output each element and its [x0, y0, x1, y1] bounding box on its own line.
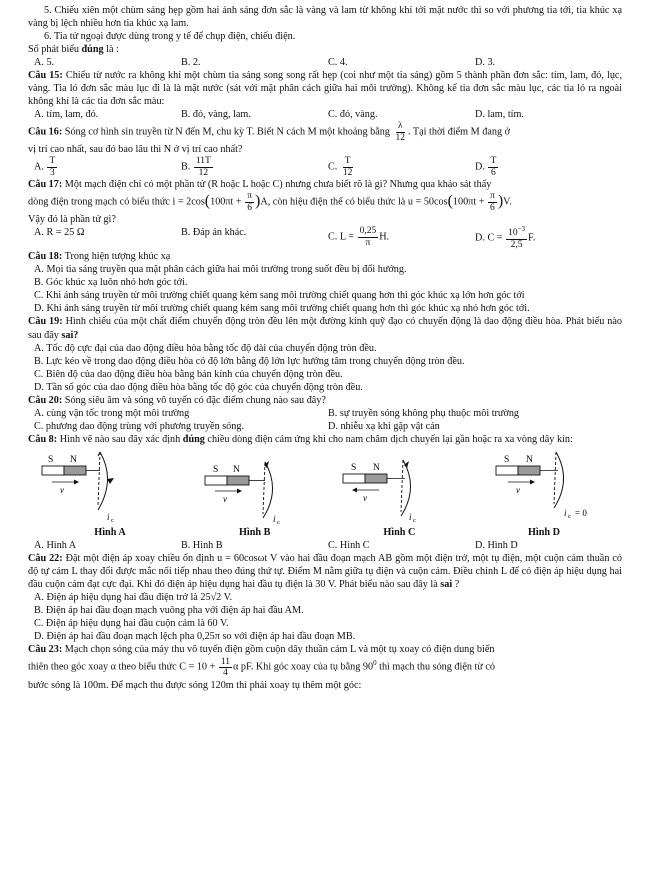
svg-text:c: c	[413, 516, 417, 524]
option-d[interactable]: D. 3.	[475, 57, 496, 69]
lambda-over-12: $\frac{\lambda}{12}$	[395, 121, 406, 143]
figure-d-label: Hình D	[527, 526, 560, 538]
question-16: Câu 16: Sóng cơ hình sin truyền từ N đến M, chu kỳ T. Biết N cách M một khoảng bằng $\frac{\lambda}{12}$ . Tại thời điểm M đang ở	[28, 121, 510, 143]
q20-options-row1	[28, 407, 622, 420]
magnet-s-pole	[205, 476, 227, 485]
option-b[interactable]: B. Hình B	[181, 539, 223, 551]
svg-text:c: c	[567, 512, 571, 520]
svg-text:c: c	[111, 516, 114, 524]
svg-text:v: v	[363, 492, 368, 503]
option-a[interactable]: A. Mọi tia sáng truyền qua mặt phân cách giữa hai môi trường trong suốt đều bị đổi hướng.	[34, 264, 407, 276]
question-17: Câu 17: Một mạch điện chỉ có một phần tử (R hoặc L hoặc C) nhưng chưa biết rõ là gì? Nhưng qua khảo sát thấy	[28, 179, 492, 191]
option-a[interactable]: A. tím, lam, đỏ.	[34, 109, 99, 121]
magnet-n-pole	[64, 466, 86, 475]
option-c[interactable]: C. $\frac{T}{12}$	[328, 156, 353, 178]
magnet-s-pole	[343, 474, 365, 483]
q20-options-row2	[28, 420, 622, 433]
option-b[interactable]: B. $\frac{11T}{12}$	[181, 156, 211, 178]
magnet-n-pole	[365, 474, 387, 483]
svg-text:v: v	[222, 493, 227, 504]
option-b[interactable]: B. sự truyền sóng không phụ thuộc môi trường	[328, 407, 520, 419]
option-c[interactable]: C. Hình C	[328, 539, 370, 551]
intro-options	[28, 56, 622, 69]
svg-text:N: N	[232, 464, 240, 475]
option-b[interactable]: B. 2.	[181, 57, 201, 69]
svg-text:c: c	[276, 518, 280, 526]
q8-options	[28, 539, 622, 552]
question-17-expr: dòng điện trong mạch có biểu thức i = 2cos(100πt + $\frac{\pi}{6}$ )A, còn hiệu điện thế có biểu thức là u = 50cos(100πt + $\frac{\pi}{6}$ )V.	[28, 191, 512, 213]
statement-5: 5. Chiếu xiên một chùm sáng hẹp gồm hai ánh sáng đơn sắc là vàng và lam từ không khí tới mặt nước thì so với phương tia tới, tia khúc xạ vàng bị lệch nhiều hơn tia khúc xạ lam.	[28, 5, 622, 30]
option-a[interactable]: A. cùng vận tốc trong một môi trường	[34, 407, 190, 419]
svg-text:N: N	[70, 454, 77, 465]
question-18: Câu 18: Trong hiện tượng khúc xạ	[28, 251, 171, 263]
question-23-end: bước sóng là 100m. Để mạch thu được sóng 120m thì phải xoay tụ thêm một góc:	[28, 680, 362, 692]
figure-d	[474, 448, 614, 539]
option-b[interactable]: B. đỏ, vàng, lam.	[181, 109, 251, 121]
option-a[interactable]: A. Hình A	[34, 539, 77, 551]
svg-text:N: N	[525, 454, 533, 465]
question-20: Câu 20: Sóng siêu âm và sóng vô tuyến có đặc điểm chung nào sau đây?	[28, 394, 326, 406]
magnet-s-pole	[42, 466, 64, 475]
option-c[interactable]: C. 4.	[328, 57, 348, 69]
question-17-ask: Vậy đó là phần tử gì?	[28, 214, 116, 226]
q15-options	[28, 108, 622, 121]
option-d[interactable]: D. Điện áp hai đầu đoạn mạch lệch pha 0,25π so với điện áp hai đầu đoạn MB.	[34, 631, 356, 643]
figure-b	[185, 448, 325, 539]
option-d[interactable]: D. nhiễu xạ khi gặp vật cản	[328, 420, 440, 432]
figure-a	[40, 448, 180, 539]
magnet-coil-diagram-c	[329, 448, 469, 526]
option-b[interactable]: B. Đáp án khác.	[181, 227, 247, 239]
option-d[interactable]: D. Hình D	[475, 539, 518, 551]
option-d[interactable]: D. C = $\frac{10^{-3}}{2,5}$ F.	[475, 225, 536, 250]
question-16-cont: vị trí cao nhất, sau đó bao lâu thì N ở vị trí cao nhất?	[28, 144, 243, 156]
svg-text:i: i	[107, 511, 110, 522]
coil-back	[401, 460, 403, 512]
current-arrow	[107, 478, 114, 484]
question-15: Câu 15: Chiếu từ nước ra không khí một chùm tia sáng song song rất hẹp (coi như một tia sáng) gồm 5 thành phần đơn sắc: tím, lam, đỏ, lục, vàng. Tia ló đơn sắc màu lục đi là là mặt nước (sát với mặt phân cách giữa hai môi trường). Không kể tia đơn sắc màu lục, các tia ló ra ngoài không khí là các tia đơn sắc màu:	[28, 70, 623, 108]
coil-back	[263, 462, 265, 514]
coil-back	[98, 452, 100, 506]
svg-text:i: i	[272, 513, 276, 524]
option-d[interactable]: D. Tần số góc của dao động điều hòa bằng tốc độ góc của chuyển động tròn đều.	[34, 381, 363, 393]
option-c[interactable]: C. đỏ, vàng.	[328, 109, 378, 121]
svg-text:S: S	[48, 454, 54, 465]
option-c[interactable]: C. Biên độ của dao động điều hòa bằng bán kính của chuyển động tròn đều.	[34, 368, 343, 380]
magnet-figures	[28, 448, 622, 539]
option-a[interactable]: A. 5.	[34, 57, 55, 69]
magnet-s-pole	[496, 466, 518, 475]
magnet-coil-diagram-b	[185, 448, 325, 526]
svg-text:v: v	[60, 484, 64, 495]
svg-text:i: i	[563, 507, 567, 518]
question-23: Câu 23: Mạch chọn sóng của máy thu vô tuyến điện gồm cuộn dây thuần cảm L và một tụ xoay có điện dung biến	[28, 644, 495, 656]
svg-text:N: N	[373, 462, 381, 473]
option-d[interactable]: D. lam, tím.	[475, 109, 524, 121]
svg-text:S: S	[212, 464, 218, 475]
q16-options	[28, 156, 622, 178]
question-19: Câu 19: Hình chiếu của một chất điểm chuyển động tròn đều lên một đường kính quỹ đạo có chuyển động là dao động điều hòa. Phát biểu nào sau đây sai?	[28, 316, 623, 341]
current-arrow	[404, 461, 409, 468]
option-a[interactable]: A. $\frac{T}{3}$	[34, 156, 56, 178]
option-c[interactable]: C. Khi ánh sáng truyền từ môi trường chiết quang kém sang môi trường chiết quang hơn thì góc khúc xạ lớn hơn góc tới	[34, 290, 525, 302]
statement-6: 6. Tia tử ngoại được dùng trong y tế để chụp điện, chiếu điện.	[44, 31, 296, 43]
option-c[interactable]: C. Điện áp hiệu dụng hai đầu cuộn cảm là 60 V.	[34, 618, 229, 630]
coil-front	[401, 460, 411, 516]
magnet-n-pole	[518, 466, 540, 475]
figure-c	[329, 448, 469, 539]
option-b[interactable]: B. Điện áp hai đầu đoạn mạch vuông pha với điện áp hai đầu AM.	[34, 605, 304, 617]
option-a[interactable]: A. Tốc độ cực đại của dao động điều hòa bằng tốc độ dài của chuyển động tròn đều.	[34, 342, 377, 354]
magnet-coil-diagram-a	[40, 448, 180, 526]
coil-back	[554, 452, 556, 504]
option-b[interactable]: B. Lực kéo về trong dao động điều hòa có độ lớn bằng độ lớn lực hướng tâm trong chuyển động tròn đều.	[34, 355, 465, 367]
question-23-expr: thiên theo góc xoay α theo biểu thức C = 10 + $\frac{11}{4}$ α pF. Khi góc xoay của tụ bằng $90^0$ thì mạch thu sóng điện từ có	[28, 656, 495, 678]
figure-a-label: Hình A	[94, 526, 126, 538]
option-c[interactable]: C. phương dao động trùng với phương truyền sóng.	[34, 420, 245, 432]
svg-text:i: i	[409, 511, 412, 522]
coil-front	[263, 462, 273, 518]
option-d[interactable]: D. $\frac{T}{6}$	[475, 156, 497, 178]
figure-b-label: Hình B	[238, 526, 271, 538]
option-b[interactable]: B. Góc khúc xạ luôn nhỏ hơn góc tới.	[34, 277, 188, 289]
question-8: Câu 8: Hình vẽ nào sau đây xác định đúng chiều dòng điện cảm ứng khi cho nam châm dịch chuyển lại gần hoặc ra xa vòng dây kín:	[28, 433, 573, 445]
figure-c-label: Hình C	[383, 526, 416, 538]
count-prompt: Số phát biểu đúng là :	[28, 44, 119, 56]
magnet-coil-diagram-d	[474, 448, 614, 526]
option-d[interactable]: D. Khi ánh sáng truyền từ môi trường chiết quang kém sang môi trường chiết quang hơn thì góc khúc xạ nhỏ hơn góc tới.	[34, 303, 530, 315]
magnet-n-pole	[227, 476, 249, 485]
svg-text:S: S	[503, 454, 510, 465]
option-a[interactable]: A. R = 25 Ω	[34, 227, 85, 239]
svg-text:v: v	[515, 484, 520, 495]
svg-text:= 0: = 0	[574, 507, 587, 518]
question-22: Câu 22: Đặt một điện áp xoay chiều ổn định u = 60cosωt V vào hai đầu đoạn mạch AB gồm một điện trở, một tụ điện, một cuộn cảm thuần có độ tự cảm L thay đổi được mắc nối tiếp nhau theo đúng thứ tự. Điểm M nằm giữa tụ điện và cuộn cảm. Điều chỉnh L để có điện áp hiệu dụng hai đầu cuộn cảm đạt cực đại. Khi đó điện áp hiệu dụng hai đầu tụ điện là 30 V. Phát biểu nào sau đây là sai ?	[28, 553, 622, 591]
q17-options	[28, 226, 622, 250]
svg-text:S: S	[351, 462, 357, 473]
coil-front	[98, 452, 108, 510]
option-c[interactable]: C. L = $\frac{0,25}{\pi}$ H.	[328, 226, 390, 248]
option-a[interactable]: A. Điện áp hiệu dụng hai đầu điện trở là 25√2 V.	[34, 592, 233, 604]
coil-front	[554, 452, 564, 508]
